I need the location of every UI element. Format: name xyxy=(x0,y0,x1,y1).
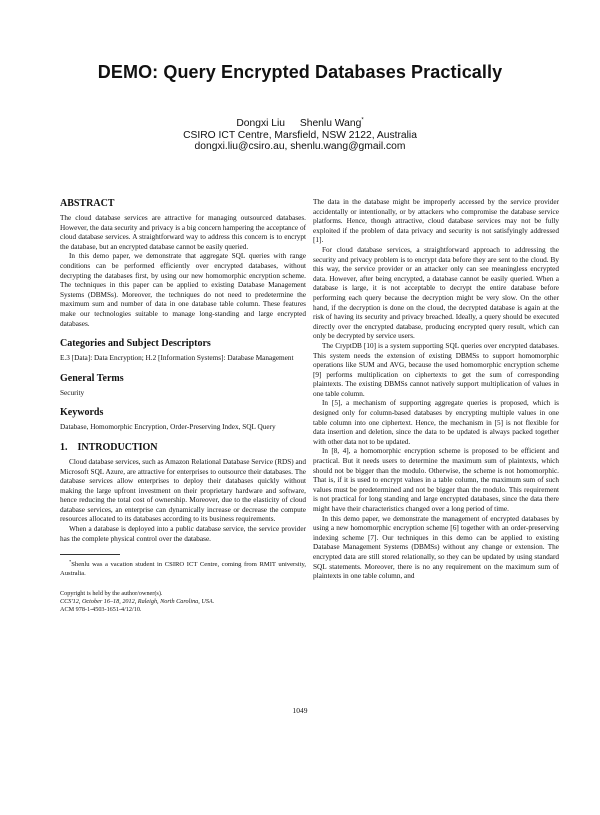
left-column xyxy=(60,198,306,614)
abstract-heading: ABSTRACT xyxy=(60,198,115,209)
author-block xyxy=(0,116,600,153)
right-paragraph-1: The data in the database might be improperly accessed by the service provider accidentally or intentionally, or by attackers who compromise the database service platforms. Hence, though attractive, cloud database services may not be fully exploited if the problem of data privacy and security is not satisfyingly addressed [1]. xyxy=(313,198,559,245)
copyright-block xyxy=(60,590,306,614)
copyright-line-2: CCS'12, October 16–18, 2012, Raleigh, North Carolina, USA. xyxy=(60,598,215,606)
copyright-line-3: ACM 978-1-4503-1651-4/12/10. xyxy=(60,606,142,614)
right-paragraph-3: The CryptDB [10] is a system supporting SQL queries over encrypted databases. This system needs the extension of existing DBMSs to support homomorphic operations like SUM and AVG, because the used homomorphic encryption scheme [9] performs multiplication on ciphertexts to get the sum of corresponding plaintexts. The existing DBMSs cannot natively support multiplication of values in one table column. xyxy=(313,341,559,398)
introduction-section xyxy=(60,442,306,544)
footnote-mark: * xyxy=(69,559,72,565)
author-2-footnote-mark: * xyxy=(361,118,364,124)
author-2 xyxy=(300,118,364,129)
abstract-section xyxy=(60,198,306,329)
author-footnote xyxy=(60,558,306,578)
author-2-name: Shenlu Wang xyxy=(299,118,362,130)
footnote-text: Shenlu was a vacation student in CSIRO ICT Centre, coming from RMIT university, Australia. xyxy=(60,561,306,577)
abstract-paragraph-2: In this demo paper, we demonstrate that aggregate SQL queries with range conditions can be performed efficiently over encrypted databases, without decrypting the databases first, by using our new homomorphic encryption scheme. The techniques in this paper can be applied to existing Database Management Systems (DBMSs). Moreover, the techniques do not need to predetermine the maximum sum and number of data in one database table column. These features make our technologies suitable to manage long-standing and large encrypted databases. xyxy=(60,252,306,328)
right-paragraph-2: For cloud database services, a straightforward approach to addressing the security and privacy problem is to encrypt data before they are sent to the cloud. By this way, the service provider or an attacker only can see meaningless encrypted data. However, after being encrypted, a database cannot be easily queried. When a database is large, it is not acceptable to decrypt the entire database before performing each query because the decryption might be very slow. On the other hand, if the decryption is done on the cloud, the decrypted database is again at the risk of having its security and privacy breached. Ideally, a query should be executed directly over the encrypted database, producing encrypted query result, which can only be decrypted by service users. xyxy=(313,245,559,341)
general-terms-section xyxy=(60,373,306,399)
author-1: Dongxi Liu xyxy=(236,118,285,130)
author-names xyxy=(0,116,600,130)
author-emails: dongxi.liu@csiro.au, shenlu.wang@gmail.com xyxy=(194,141,406,153)
introduction-paragraph-2: When a database is deployed into a public database service, the service provider has the complete physical control over the database. xyxy=(60,525,306,543)
right-paragraph-4: In [5], a mechanism of supporting aggregate queries is proposed, which is designed only for column-based databases by encrypting multiple values in one table column into one ciphertext. Hence, the mechanism in [5] is not flexible for data insertion and deletion, since the data to be updated is always packed together with other data not to be updated. xyxy=(313,399,559,446)
right-paragraph-5: In [8, 4], a homomorphic encryption scheme is proposed to be efficient and practical. But it needs users to determine the maximum sum of plaintexts, which should not be bigger than the modulo. Otherwise, the scheme is not homomorphic. That is, if it is used to encrypt values in a table column, the maximum sum of such values must be predetermined and not be bigger than the modulo. This requirement is not practical for long standing and large encrypted databases, since the data there might have their characteristics changed over a long period of time. xyxy=(313,447,559,513)
right-column xyxy=(313,198,559,582)
keywords-heading: Keywords xyxy=(60,407,104,419)
introduction-heading: 1. INTRODUCTION xyxy=(60,441,158,453)
categories-text: E.3 [Data]: Data Encryption; H.2 [Information Systems]: Database Management xyxy=(60,354,294,363)
right-paragraph-6: In this demo paper, we demonstrate the management of encrypted databases by using a new homomorphic encryption scheme [6] together with an order-preserving indexing scheme [7]. Our techniques in this demo can be applied to existing Database Management Systems (DBMSs) without any change or extension. The encrypted data are still stored relationally, so they can be updated by using standard SQL statements. Moreover, there is no any requirement on the maximum sum of plaintexts in one table column, and xyxy=(313,514,559,581)
footnote-rule xyxy=(60,554,120,555)
paper-title: DEMO: Query Encrypted Databases Practically xyxy=(97,62,503,82)
categories-heading: Categories and Subject Descriptors xyxy=(60,338,211,350)
keywords-section xyxy=(60,407,306,433)
author-affiliation: CSIRO ICT Centre, Marsfield, NSW 2122, Australia xyxy=(183,129,417,141)
abstract-paragraph-1: The cloud database services are attractive for managing outsourced databases. However, the data security and privacy is a big concern hampering the acceptance of cloud database services. A straightforward way to address this concern is to encrypt the database, but an encrypted database cannot be easily queried. xyxy=(60,214,306,251)
keywords-text: Database, Homomorphic Encryption, Order-Preserving Index, SQL Query xyxy=(60,423,276,432)
general-terms-text: Security xyxy=(60,388,85,397)
copyright-line-1: Copyright is held by the author/owner(s). xyxy=(60,590,163,598)
introduction-paragraph-1: Cloud database services, such as Amazon Relational Database Service (RDS) and Microsoft SQL Azure, are attractive for enterprises to outsource their databases. The database services allow enterprises to deploy their databases quickly without making the large upfront investment on their proprietary hardware and software, hence reducing the total cost of ownership. Moreover, due to the elasticity of cloud database services, an enterprise can dynamically increase or decrease the compute resources allocated to its databases according to its business requirements. xyxy=(60,457,306,524)
general-terms-heading: General Terms xyxy=(60,372,124,384)
categories-section xyxy=(60,338,306,364)
page-number: 1049 xyxy=(292,706,308,715)
